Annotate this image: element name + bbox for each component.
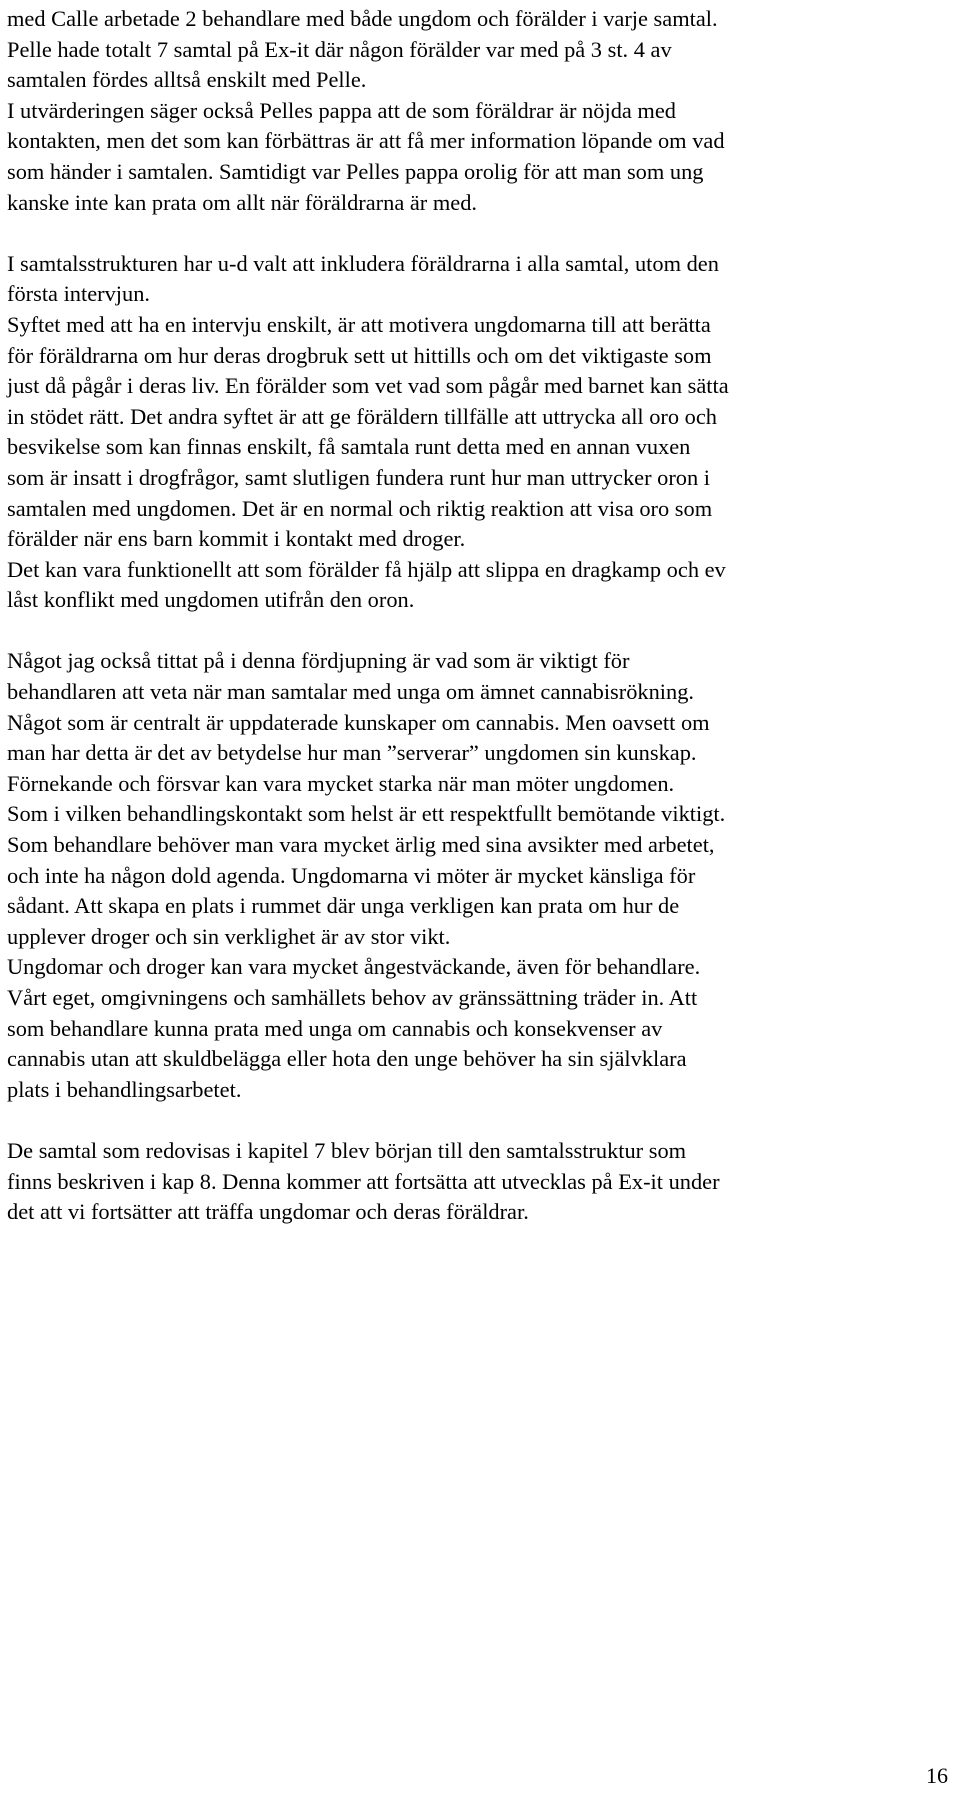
text-line: Det kan vara funktionellt att som förälder få hjälp att slippa en dragkamp och ev [7, 556, 726, 582]
text-line: samtalen fördes alltså enskilt med Pelle. [7, 67, 367, 93]
text-line: Något jag också tittat på i denna fördjupning är vad som är viktigt för [7, 648, 630, 674]
text-line: kontakten, men det som kan förbättras är att få mer information löpande om vad [7, 128, 725, 154]
text-line: in stödet rätt. Det andra syftet är att ge föräldern tillfälle att uttrycka all oro och [7, 403, 718, 429]
text-line: man har detta är det av betydelse hur man ”serverar” ungdomen sin kunskap. [7, 740, 697, 766]
text-line: förälder när ens barn kommit i kontakt med droger. [7, 526, 466, 552]
text-line: för föräldrarna om hur deras drogbruk sett ut hittills och om det viktigaste som [7, 342, 712, 368]
text-line: Som i vilken behandlingskontakt som helst är ett respektfullt bemötande viktigt. [7, 801, 726, 827]
text-line: med Calle arbetade 2 behandlare med både ungdom och förälder i varje samtal. [7, 6, 718, 31]
page-number: 16 [926, 1763, 948, 1788]
text-line: Som behandlare behöver man vara mycket ärlig med sina avsikter med arbetet, [7, 832, 715, 858]
text-line: Förnekande och försvar kan vara mycket starka när man möter ungdomen. [7, 770, 675, 796]
text-line: upplever droger och sin verklighet är av stor vikt. [7, 923, 451, 949]
text-line: Något som är centralt är uppdaterade kunskaper om cannabis. Men oavsett om [7, 709, 710, 735]
text-line: cannabis utan att skuldbelägga eller hota den unge behöver ha sin självklara [7, 1046, 687, 1072]
text-line: finns beskriven i kap 8. Denna kommer att fortsätta att utvecklas på Ex-it under [7, 1168, 720, 1194]
text-line: just då pågår i deras liv. En förälder som vet vad som pågår med barnet kan sätta [7, 373, 729, 399]
paragraph-gap [7, 1105, 952, 1136]
document-page [7, 0, 952, 1802]
text-line: Pelle hade totalt 7 samtal på Ex-it där någon förälder var med på 3 st. 4 av [7, 36, 672, 62]
text-line: låst konflikt med ungdomen utifrån den oron. [7, 587, 415, 613]
text-line: som händer i samtalen. Samtidigt var Pelles pappa orolig för att man som ung [7, 158, 704, 184]
text-line: som är insatt i drogfrågor, samt slutligen fundera runt hur man uttrycker oron i [7, 464, 710, 490]
text-line: det att vi fortsätter att träffa ungdomar och deras föräldrar. [7, 1199, 529, 1225]
text-line: samtalen med ungdomen. Det är en normal och riktig reaktion att visa oro som [7, 495, 713, 521]
text-line: Syftet med att ha en intervju enskilt, är att motivera ungdomarna till att berätta [7, 311, 711, 337]
text-line: och inte ha någon dold agenda. Ungdomarna vi möter är mycket känsliga för [7, 862, 696, 888]
text-line: sådant. Att skapa en plats i rummet där unga verkligen kan prata om hur de [7, 893, 680, 919]
text-line: De samtal som redovisas i kapitel 7 blev början till den samtalsstruktur som [7, 1137, 687, 1163]
paragraph-gap [7, 616, 952, 647]
text-line: I samtalsstrukturen har u-d valt att inkludera föräldrarna i alla samtal, utom den [7, 250, 719, 276]
text-line: Ungdomar och droger kan vara mycket ångestväckande, även för behandlare. [7, 954, 701, 980]
text-line: I utvärderingen säger också Pelles pappa att de som föräldrar är nöjda med [7, 97, 676, 123]
text-line: besvikelse som kan finnas enskilt, få samtala runt detta med en annan vuxen [7, 434, 691, 460]
paragraph-gap [7, 218, 952, 249]
text-line: kanske inte kan prata om allt när föräldrarna är med. [7, 189, 477, 215]
text-line: Vårt eget, omgivningens och samhällets behov av gränssättning träder in. Att [7, 985, 698, 1010]
text-line: behandlaren att veta när man samtalar med unga om ämnet cannabisrökning. [7, 679, 695, 705]
text-line: plats i behandlingsarbetet. [7, 1076, 242, 1102]
text-line: som behandlare kunna prata med unga om cannabis och konsekvenser av [7, 1015, 663, 1041]
text-line: första intervjun. [7, 281, 151, 307]
body-text [7, 4, 952, 1228]
